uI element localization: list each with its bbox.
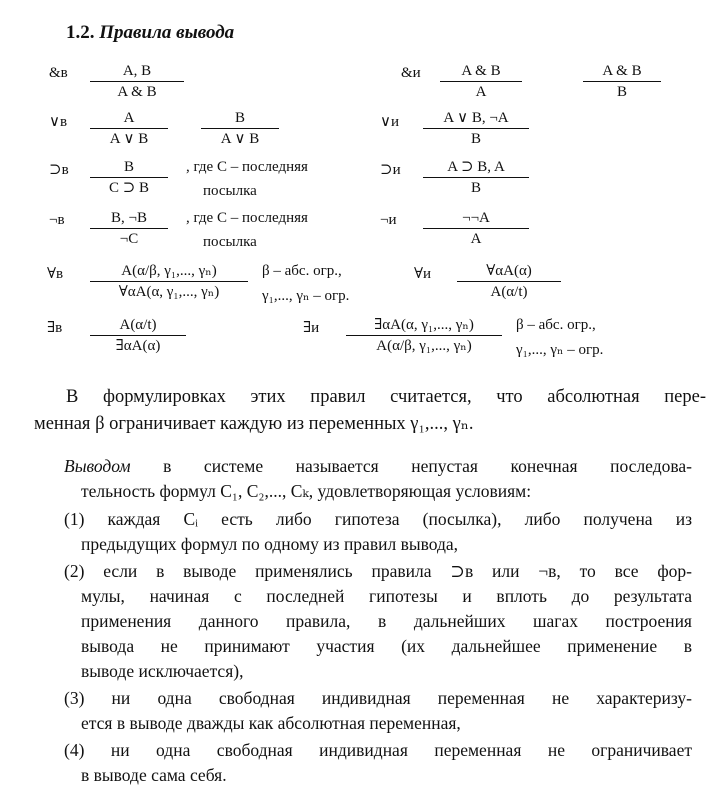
condition-line: вывода не принимают участия (их дальнейшее применение в <box>81 636 692 656</box>
premise: A ∨ B, ¬A <box>443 110 509 126</box>
rule-note: γ₁,..., γₙ – огр. <box>262 288 350 304</box>
rule-or-elim-2 <box>201 111 279 147</box>
condition-item <box>64 686 692 736</box>
rule-name-impl-intro: ⊃и <box>380 162 401 178</box>
condition-line: ется в выводе дважды как абсолютная переменная, <box>81 713 461 733</box>
rule-name-impl-elim: ⊃в <box>49 162 69 178</box>
condition-line: (3) ни одна свободная индивидная переменная не характеризу- <box>64 688 692 708</box>
rule-note: посылка <box>203 234 257 250</box>
definition-paragraph <box>64 454 692 504</box>
conclusion: B <box>616 84 627 100</box>
premise: B <box>234 110 245 126</box>
condition-item <box>64 507 692 557</box>
rule-note: γ₁,..., γₙ – огр. <box>516 342 604 358</box>
premise: A(α/β, γ₁,..., γₙ) <box>121 263 217 279</box>
conclusion: ∀αA(α, γ₁,..., γₙ) <box>118 284 220 300</box>
rule-note: β – абс. огр., <box>262 263 342 279</box>
premise: ∀αA(α) <box>486 263 532 279</box>
explanation-paragraph <box>34 384 706 438</box>
premise: A <box>123 110 135 126</box>
rule-neg-intro <box>423 211 529 247</box>
rule-note: β – абс. огр., <box>516 317 596 333</box>
premise: A(α/t) <box>119 317 157 333</box>
premise: B, ¬B <box>111 210 147 226</box>
paragraph-line: В формулировках этих правил считается, что абсолютная пере- <box>66 387 706 407</box>
condition-line: предыдущих формул по одному из правил вывода, <box>81 534 459 554</box>
conclusion: B <box>470 131 481 147</box>
conclusion: ∃αA(α) <box>115 338 161 354</box>
conclusion: ¬C <box>119 231 139 247</box>
rule-impl-elim <box>90 160 168 196</box>
condition-line: (1) каждая Cᵢ есть либо гипотеза (посылка), либо получена из <box>64 509 692 529</box>
rule-and-intro-2 <box>583 64 661 100</box>
rule-note: , где С – последняя <box>186 159 308 175</box>
conclusion: A(α/t) <box>490 284 528 300</box>
rule-name-and-intro: &и <box>401 65 421 81</box>
condition-line: применения данного правила, в дальнейших шагах построения <box>81 611 692 631</box>
rule-exists-intro <box>346 318 502 354</box>
rule-name-forall-intro: ∀и <box>414 266 432 282</box>
rule-name-forall-elim: ∀в <box>47 266 64 282</box>
rule-and-intro-1 <box>440 64 522 100</box>
section-number: 1.2. <box>66 22 95 43</box>
conclusion: C ⊃ B <box>108 180 150 196</box>
rule-forall-intro <box>457 264 561 300</box>
rule-name-neg-elim: ¬в <box>49 212 65 228</box>
section-heading <box>66 22 234 44</box>
rule-name-or-elim: ∨в <box>49 114 68 130</box>
rule-name-or-intro: ∨и <box>380 114 400 130</box>
conclusion: B <box>470 180 481 196</box>
premise: A & B <box>461 63 501 79</box>
premise: A ⊃ B, A <box>447 159 505 175</box>
condition-line: в выводе сама себя. <box>81 765 227 785</box>
rule-name-exists-elim: ∃в <box>47 320 63 336</box>
conclusion: A ∨ B <box>220 131 260 147</box>
rule-and-elim <box>90 64 184 100</box>
premise: ∃αA(α, γ₁,..., γₙ) <box>374 317 474 333</box>
rule-name-exists-intro: ∃и <box>303 320 320 336</box>
condition-line: выводе исключается), <box>81 661 244 681</box>
rule-or-elim-1 <box>90 111 168 147</box>
premise: A, B <box>122 63 152 79</box>
paragraph-line: менная β ограничивает каждую из переменных γ₁,..., γₙ. <box>34 414 474 434</box>
rule-exists-elim <box>90 318 186 354</box>
condition-item <box>64 738 692 788</box>
section-title: Правила вывода <box>99 22 235 43</box>
premise: A & B <box>602 63 642 79</box>
rule-name-neg-intro: ¬и <box>380 212 397 228</box>
rule-note: , где С – последняя <box>186 210 308 226</box>
paragraph-line: Выводом в системе называется непустая конечная последова- <box>64 456 692 476</box>
rule-name-and-elim: &в <box>49 65 68 81</box>
rule-forall-elim <box>90 264 248 300</box>
premise: ¬¬A <box>462 210 490 226</box>
conclusion: A(α/β, γ₁,..., γₙ) <box>376 338 472 354</box>
conclusion: A ∨ B <box>109 131 149 147</box>
rule-neg-elim <box>90 211 168 247</box>
premise: B <box>123 159 134 175</box>
conclusion: A <box>470 231 482 247</box>
conclusion: A & B <box>117 84 157 100</box>
rule-note: посылка <box>203 183 257 199</box>
condition-list <box>64 507 692 788</box>
rule-or-intro <box>423 111 529 147</box>
rule-impl-intro <box>423 160 529 196</box>
condition-line: (2) если в выводе применялись правила ⊃в или ¬в, то все фор- <box>64 561 692 581</box>
paragraph-line: тельность формул C₁, C₂,..., Cₖ, удовлетворяющая условиям: <box>81 481 532 501</box>
condition-item <box>64 559 692 684</box>
condition-line: мулы, начиная с последней гипотезы и вплоть до результата <box>81 586 692 606</box>
conclusion: A <box>475 84 487 100</box>
condition-line: (4) ни одна свободная индивидная переменная не ограничивает <box>64 740 692 760</box>
defined-term: Выводом <box>64 456 131 476</box>
